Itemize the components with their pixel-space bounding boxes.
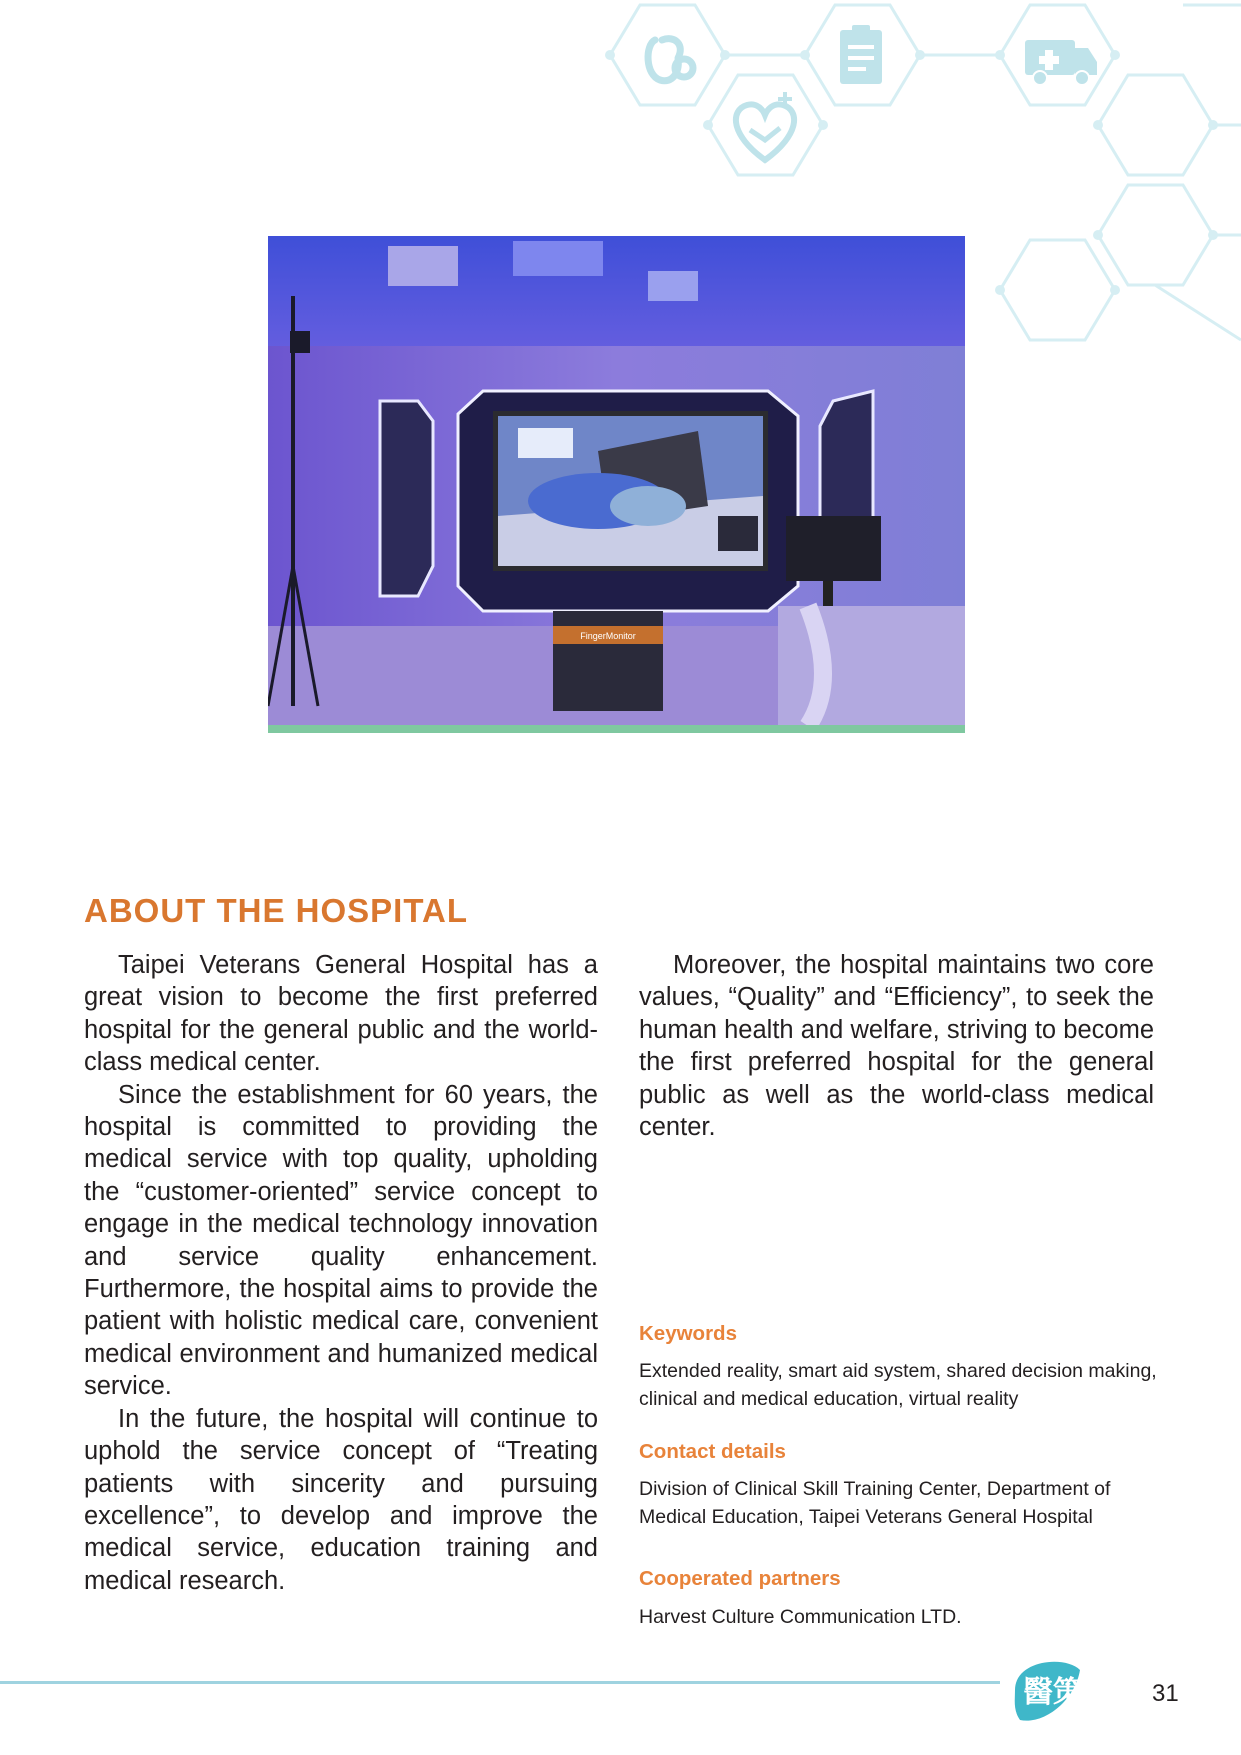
contact-text: Division of Clinical Skill Training Center, Department of Medical Education, Taipei Veterans General Hospital xyxy=(639,1478,1111,1528)
paragraph: In the future, the hospital will continue to uphold the service concept of “Treating patients with sincerity and pursuing excellence”, to develop and improve the medical service, education training and medical research. xyxy=(84,1404,598,1595)
partners-label: Cooperated partners xyxy=(639,1567,841,1590)
right-column xyxy=(639,949,1154,1143)
section-title: ABOUT THE HOSPITAL xyxy=(84,892,469,929)
screen-brand-label: FingerMonitor xyxy=(580,631,636,641)
partners-text: Harvest Culture Communication LTD. xyxy=(639,1606,962,1628)
left-column xyxy=(84,949,598,1597)
paragraph: Taipei Veterans General Hospital has a great vision to become the first preferred hospital for the general public and the world-class medical center. xyxy=(84,951,598,1077)
paragraph: Since the establishment for 60 years, the hospital is committed to providing the medical service with top quality, upholding the “customer-oriented” service concept to engage in the medical technology innovation and service quality enhancement. Furthermore, the hospital aims to provide the patient with holistic medical care, convenient medical environment and humanized medical service. xyxy=(84,1080,598,1401)
paragraph: Moreover, the hospital maintains two core values, “Quality” and “Efficiency”, to seek the human health and welfare, striving to become the first preferred hospital for the general public as well as the world-class medical center. xyxy=(639,951,1154,1142)
clipboard-icon xyxy=(840,25,882,84)
logo-text: 醫策會 xyxy=(1023,1675,1113,1710)
heart-hands-icon xyxy=(736,92,794,160)
publisher-logo xyxy=(1005,1650,1145,1730)
footer-divider xyxy=(0,1681,1000,1684)
vr-training-room-photo xyxy=(268,236,965,726)
photo-accent-bar xyxy=(268,725,965,733)
ambulance-icon xyxy=(1025,40,1097,85)
keywords-text: Extended reality, smart aid system, shared decision making, clinical and medical education, virtual reality xyxy=(639,1360,1157,1410)
page-number: 31 xyxy=(1152,1680,1179,1707)
keywords-label: Keywords xyxy=(639,1322,737,1345)
contact-label: Contact details xyxy=(639,1440,786,1463)
stethoscope-icon xyxy=(648,39,693,81)
